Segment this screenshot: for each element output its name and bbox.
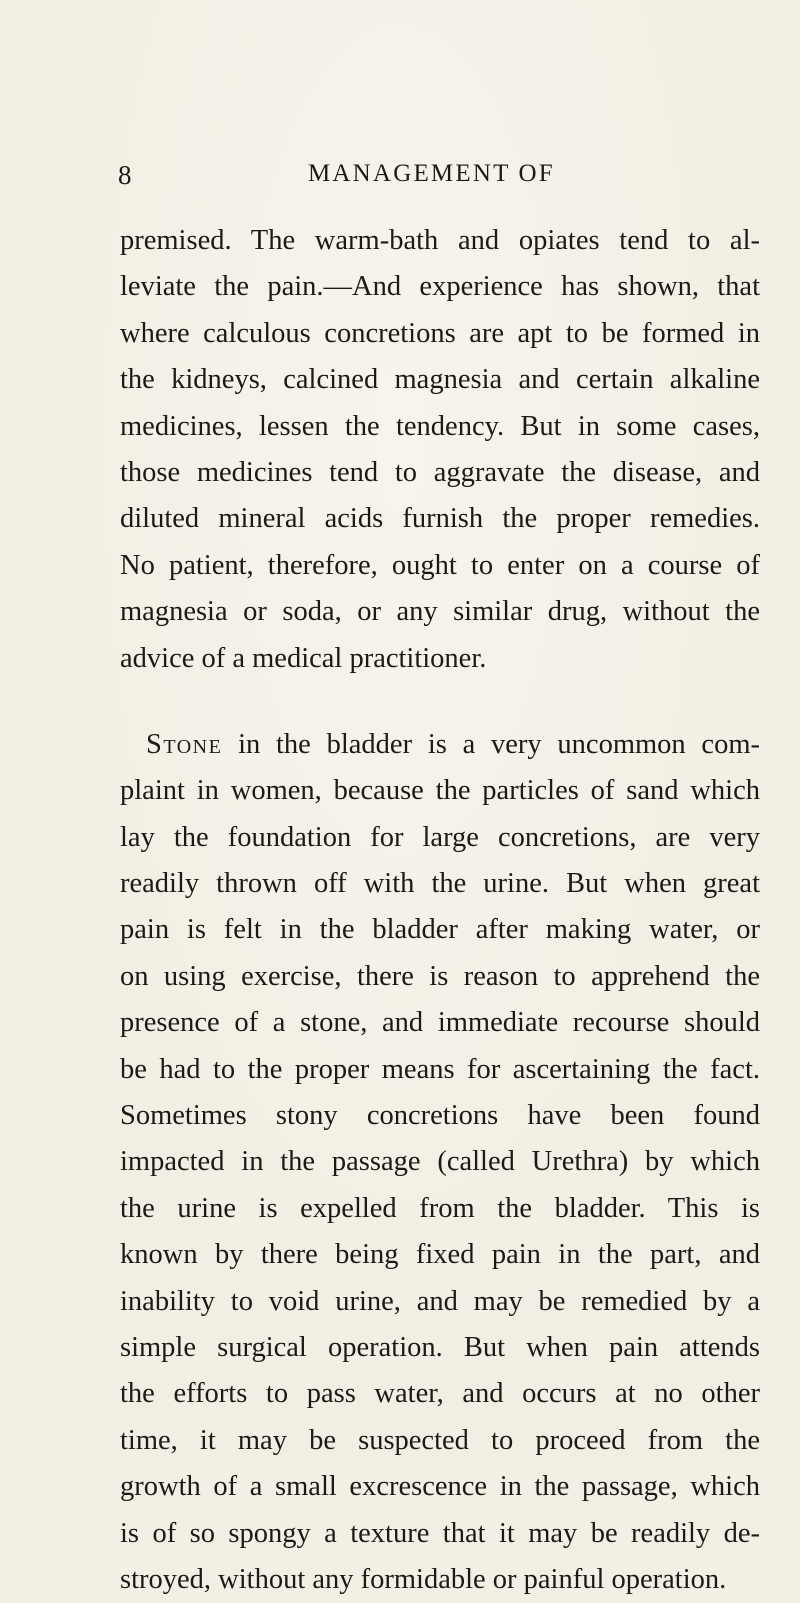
text-line: known by there being fixed pain in the part, and <box>120 1239 760 1271</box>
text-line: growth of a small excrescence in the passage, which <box>120 1471 760 1503</box>
text-line: impacted in the passage (called Urethra) by which <box>120 1146 760 1178</box>
page-header <box>118 160 758 200</box>
text-line: the kidneys, calcined magnesia and certain alkaline <box>120 364 760 396</box>
text-line: is of so spongy a texture that it may be readily de- <box>120 1517 760 1549</box>
text-line: readily thrown off with the urine. But when great <box>120 868 760 900</box>
text-line: leviate the pain.—And experience has shown, that <box>120 271 760 303</box>
drop-word: Stone <box>146 728 223 760</box>
text-line: on using exercise, there is reason to apprehend the <box>120 960 760 992</box>
body-text <box>120 218 760 1603</box>
paragraph-spacer <box>120 682 760 722</box>
paragraph-2 <box>120 722 760 1603</box>
text-line: No patient, therefore, ought to enter on a course of <box>120 549 760 581</box>
text-line: pain is felt in the bladder after making water, or <box>120 914 760 946</box>
text-line: stroyed, without any formidable or painful operation. <box>120 1563 727 1595</box>
text-line: Sometimes stony concretions have been found <box>120 1100 760 1132</box>
text-line: those medicines tend to aggravate the disease, and <box>120 456 760 488</box>
text-line: advice of a medical practitioner. <box>120 642 487 674</box>
text-line: medicines, lessen the tendency. But in some cases, <box>120 410 760 442</box>
text-line: be had to the proper means for ascertaining the fact. <box>120 1053 760 1085</box>
text-line-first <box>120 722 760 768</box>
running-head: MANAGEMENT OF <box>308 160 555 187</box>
text-line: simple surgical operation. But when pain attends <box>120 1331 760 1363</box>
text-line: the efforts to pass water, and occurs at no other <box>120 1378 760 1410</box>
first-line-rest: in the bladder is a very uncommon com- <box>222 728 760 760</box>
text-line: lay the foundation for large concretions, are very <box>120 821 760 853</box>
text-line: diluted mineral acids furnish the proper remedies. <box>120 503 760 535</box>
paragraph-1 <box>120 218 760 682</box>
text-line: plaint in women, because the particles of sand which <box>120 775 760 807</box>
text-line: time, it may be suspected to proceed from the <box>120 1424 760 1456</box>
page-number: 8 <box>118 160 132 190</box>
text-line: presence of a stone, and immediate recourse should <box>120 1007 760 1039</box>
text-line: premised. The warm-bath and opiates tend to al- <box>120 225 760 256</box>
text-line: where calculous concretions are apt to be formed in <box>120 317 760 349</box>
text-line: the urine is expelled from the bladder. This is <box>120 1192 760 1224</box>
text-line: inability to void urine, and may be remedied by a <box>120 1285 760 1317</box>
text-line: magnesia or soda, or any similar drug, without the <box>120 596 760 628</box>
